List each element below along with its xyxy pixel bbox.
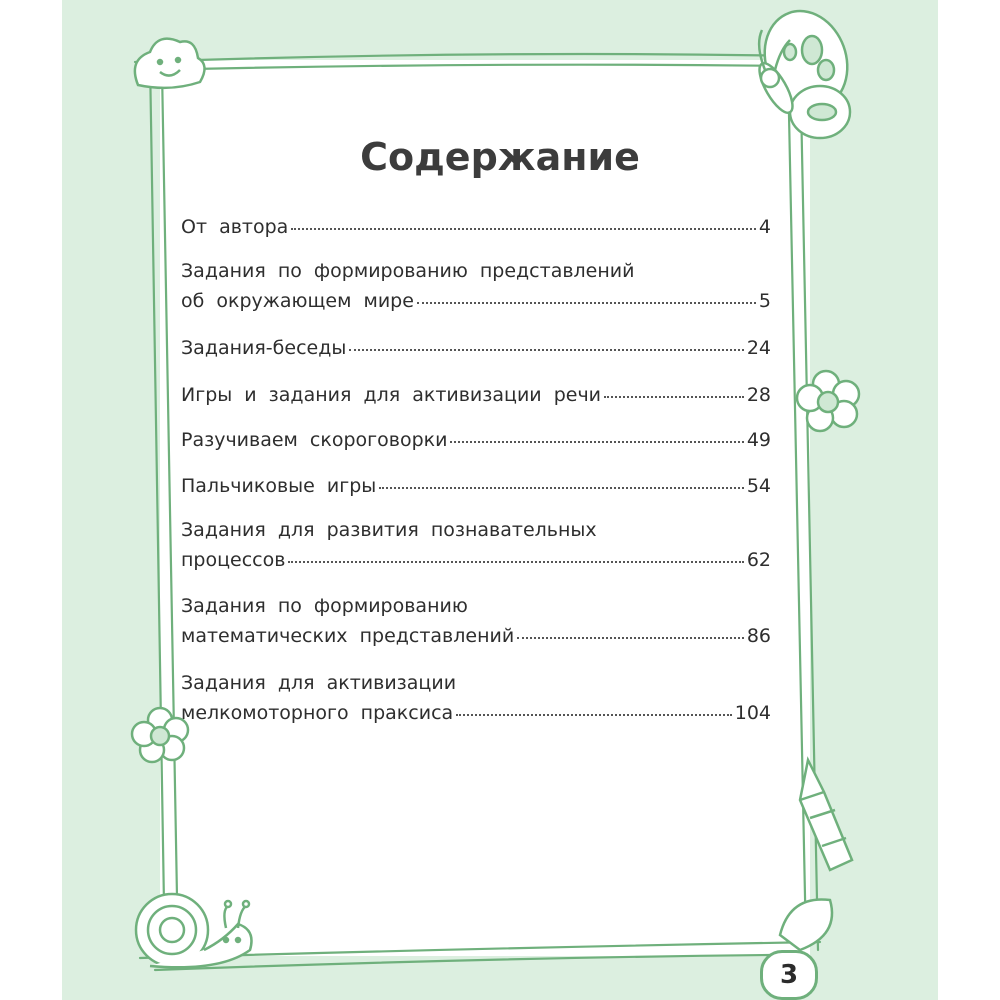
toc-entry-title-line: Задания для развития познавательных	[181, 519, 597, 541]
dot-leader	[456, 714, 732, 716]
toc-row	[181, 429, 771, 451]
page-number: 3	[760, 950, 818, 1000]
toc-entry-title-line: математических представлений	[181, 625, 515, 647]
toc-entry-page: 4	[758, 216, 771, 238]
toc-entry-page: 24	[746, 337, 771, 359]
dot-leader	[291, 228, 756, 230]
cloud-icon	[135, 39, 205, 88]
toc-entry-title: Разучиваем скороговорки	[181, 429, 448, 451]
toc-row	[181, 216, 771, 238]
toc-entry-page: 62	[746, 549, 771, 571]
flower-icon	[132, 708, 188, 762]
dot-leader	[379, 487, 744, 489]
toc-entry-title-line: мелкомоторного праксиса	[181, 702, 454, 724]
dot-leader	[517, 637, 744, 639]
toc-entry-title-line: Задания по формированию	[181, 595, 468, 617]
snail-icon	[136, 894, 252, 967]
toc-entry-page: 104	[734, 702, 771, 724]
dot-leader	[604, 396, 744, 398]
page-title: Содержание	[360, 135, 640, 179]
toc-row	[181, 384, 771, 406]
toc-entry-title-line: Задания для активизации	[181, 672, 457, 694]
toc-row	[181, 702, 771, 724]
toc-row	[181, 290, 771, 312]
toc-entry-title: Пальчиковые игры	[181, 475, 377, 497]
toc-entry-page: 28	[746, 384, 771, 406]
toc-row	[181, 475, 771, 497]
toc-entry-title-line: об окружающем мире	[181, 290, 414, 312]
toc-entry-title: Задания-беседы	[181, 337, 347, 359]
pencil-icon	[800, 760, 852, 870]
toc-entry-page: 86	[746, 625, 771, 647]
toc-entry-page: 5	[758, 290, 771, 312]
toc-entry-title: Игры и задания для активизации речи	[181, 384, 602, 406]
dot-leader	[288, 561, 743, 563]
toc-entry-page: 54	[746, 475, 771, 497]
toc-entry-title-line: процессов	[181, 549, 286, 571]
dot-leader	[450, 441, 743, 443]
dot-leader	[349, 349, 743, 351]
dot-leader	[417, 302, 756, 304]
toc-entry-page: 49	[746, 429, 771, 451]
toc-row	[181, 337, 771, 359]
toc-entry-title: От автора	[181, 216, 289, 238]
butterfly-icon	[751, 0, 860, 138]
toc-row	[181, 549, 771, 571]
toc-entry-title-line: Задания по формированию представлений	[181, 260, 635, 282]
toc-row	[181, 625, 771, 647]
